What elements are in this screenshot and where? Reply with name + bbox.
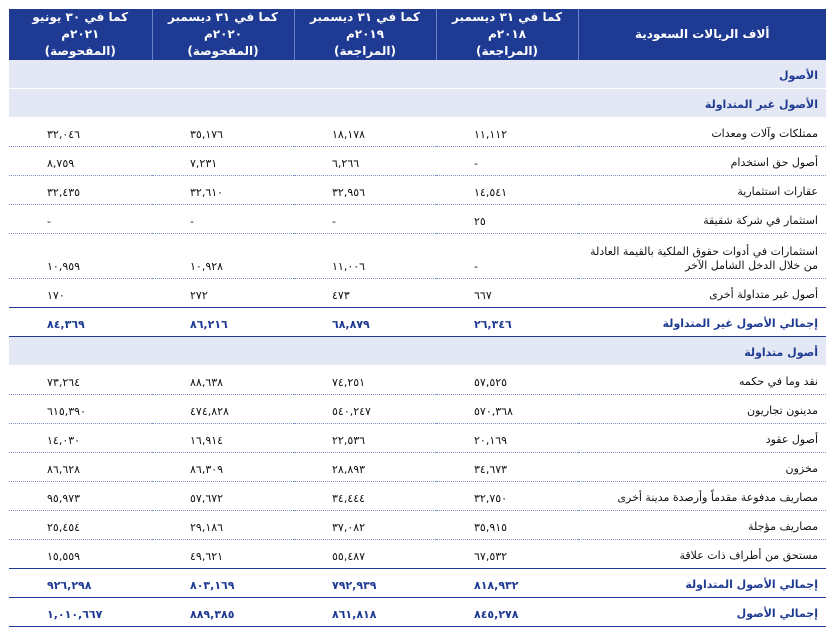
cell-value: ٥٧,٦٧٢	[190, 492, 224, 505]
row-value	[9, 118, 152, 147]
empty-cell	[436, 89, 578, 118]
total-row	[9, 569, 826, 598]
row-value	[9, 482, 152, 511]
cell-value: -	[474, 260, 478, 273]
row-value	[152, 540, 294, 569]
row-value	[152, 482, 294, 511]
row-value	[294, 366, 436, 395]
cell-value: ٢٩,١٨٦	[190, 521, 224, 534]
row-label: الأصول غير المتداولة	[578, 89, 826, 118]
cell-value: ٥٥,٤٨٧	[332, 550, 366, 563]
table-header-row	[9, 9, 826, 60]
cell-value: ٨٤,٣٦٩	[47, 318, 85, 331]
section-row	[9, 60, 826, 89]
row-value	[9, 569, 152, 598]
cell-value: ٨٠٣,١٦٩	[190, 579, 235, 592]
row-value	[9, 540, 152, 569]
cell-value: ٣٤,٤٤٤	[332, 492, 366, 505]
cell-value: ٢٨,٨٩٣	[332, 463, 366, 476]
row-value	[152, 424, 294, 453]
row-value	[436, 147, 578, 176]
table-row	[9, 147, 826, 176]
row-value	[294, 482, 436, 511]
row-label: استثمارات في أدوات حقوق الملكية بالقيمة العادلة من خلال الدخل الشامل الآخر	[578, 234, 826, 279]
table-row	[9, 482, 826, 511]
row-value	[9, 511, 152, 540]
table-row	[9, 453, 826, 482]
row-value	[152, 598, 294, 627]
row-value	[436, 395, 578, 424]
table-row	[9, 279, 826, 308]
assets-table	[9, 9, 826, 627]
row-label: أصول عقود	[578, 424, 826, 453]
row-label: الأصول	[578, 60, 826, 89]
cell-value: ٣٥,٩١٥	[474, 521, 508, 534]
cell-value: ١٤,٠٣٠	[47, 434, 81, 447]
row-label: إجمالي الأصول غير المتداولة	[578, 308, 826, 337]
row-value	[294, 540, 436, 569]
cell-value: ٢٥,٤٥٤	[47, 521, 81, 534]
empty-cell	[152, 337, 294, 366]
empty-cell	[152, 89, 294, 118]
row-value	[9, 395, 152, 424]
cell-value: ١٤,٥٤١	[474, 186, 508, 199]
cell-value: -	[47, 215, 51, 228]
header-col-2018: كما في ٣١ ديسمبر ٢٠١٨م (المراجعة)	[436, 9, 578, 60]
cell-value: ٣٧,٠٨٢	[332, 521, 366, 534]
row-label: أصول غير متداولة أخرى	[578, 279, 826, 308]
cell-value: ٨٦,٣٠٩	[190, 463, 224, 476]
table-body	[9, 60, 826, 627]
row-value	[152, 308, 294, 337]
row-label: مدينون تجاريون	[578, 395, 826, 424]
row-value	[436, 540, 578, 569]
empty-cell	[294, 337, 436, 366]
cell-value: ٣٢,٤٣٥	[47, 186, 81, 199]
cell-value: ٤٧٤,٨٢٨	[190, 405, 229, 418]
table-row	[9, 540, 826, 569]
cell-value: ٢٦,٣٤٦	[474, 318, 512, 331]
cell-value: ٦٨,٨٧٩	[332, 318, 370, 331]
cell-value: ٩٥,٩٧٣	[47, 492, 81, 505]
cell-value: ٤٩,٦٢١	[190, 550, 224, 563]
cell-value: ٧,٢٣١	[190, 157, 218, 170]
cell-value: ٢٠,١٦٩	[474, 434, 508, 447]
empty-cell	[9, 60, 152, 89]
row-value	[152, 118, 294, 147]
row-label: مستحق من أطراف ذات علاقة	[578, 540, 826, 569]
cell-value: ١٧٠	[47, 289, 65, 302]
row-value	[294, 453, 436, 482]
cell-value: ١٨,١٧٨	[332, 128, 366, 141]
row-value	[9, 279, 152, 308]
cell-value: ٣٤,٦٧٣	[474, 463, 508, 476]
row-value	[294, 147, 436, 176]
header-col-2020: كما في ٣١ ديسمبر ٢٠٢٠م (المفحوصة)	[152, 9, 294, 60]
row-value	[9, 176, 152, 205]
row-value	[294, 569, 436, 598]
table-row	[9, 366, 826, 395]
row-value	[436, 176, 578, 205]
table-row	[9, 176, 826, 205]
header-col-2019: كما في ٣١ ديسمبر ٢٠١٩م (المراجعة)	[294, 9, 436, 60]
row-value	[436, 453, 578, 482]
row-value	[9, 424, 152, 453]
cell-value: ٨٤٥,٢٧٨	[474, 608, 519, 621]
cell-value: ٥٤٠,٢٤٧	[332, 405, 371, 418]
cell-value: ١,٠١٠,٦٦٧	[47, 608, 103, 621]
total-row	[9, 308, 826, 337]
cell-value: ٣٢,٦١٠	[190, 186, 224, 199]
row-value	[152, 147, 294, 176]
table-row	[9, 234, 826, 279]
row-value	[294, 176, 436, 205]
row-value	[152, 453, 294, 482]
cell-value: ٥٧,٥٢٥	[474, 376, 508, 389]
table-row	[9, 511, 826, 540]
cell-value: -	[190, 215, 194, 228]
row-value	[9, 147, 152, 176]
cell-value: ٣٢,٠٤٦	[47, 128, 81, 141]
row-value	[294, 279, 436, 308]
section-row	[9, 89, 826, 118]
cell-value: ٢٧٢	[190, 289, 208, 302]
cell-value: ١٠,٩٥٩	[47, 260, 81, 273]
row-value	[294, 118, 436, 147]
cell-value: ٨١٨,٩٣٢	[474, 579, 519, 592]
empty-cell	[436, 337, 578, 366]
cell-value: -	[332, 215, 336, 228]
cell-value: ١١,٠٠٦	[332, 260, 366, 273]
cell-value: ٣٥,١٧٦	[190, 128, 224, 141]
row-value	[152, 234, 294, 279]
row-value	[294, 511, 436, 540]
row-value	[436, 424, 578, 453]
row-value	[436, 279, 578, 308]
row-value	[152, 395, 294, 424]
row-value	[436, 308, 578, 337]
cell-value: ٧٩٢,٩٣٩	[332, 579, 377, 592]
cell-value: ٣٢,٧٥٠	[474, 492, 508, 505]
cell-value: ١١,١١٢	[474, 128, 508, 141]
row-value	[152, 176, 294, 205]
row-value	[152, 279, 294, 308]
table-row	[9, 395, 826, 424]
cell-value: ٨٨٩,٣٨٥	[190, 608, 235, 621]
row-value	[152, 569, 294, 598]
row-value	[294, 234, 436, 279]
row-value	[9, 366, 152, 395]
row-value	[9, 308, 152, 337]
row-label: مخزون	[578, 453, 826, 482]
cell-value: ٤٧٣	[332, 289, 350, 302]
row-value	[294, 308, 436, 337]
cell-value: -	[474, 157, 478, 170]
row-label: أصول حق استخدام	[578, 147, 826, 176]
empty-cell	[9, 89, 152, 118]
row-value	[294, 598, 436, 627]
cell-value: ٢٥	[474, 215, 486, 228]
table-row	[9, 118, 826, 147]
row-value	[436, 482, 578, 511]
row-value	[294, 424, 436, 453]
cell-value: ٨٦١,٨١٨	[332, 608, 377, 621]
row-label: عقارات استثمارية	[578, 176, 826, 205]
row-value	[152, 205, 294, 234]
empty-cell	[294, 89, 436, 118]
row-value	[294, 205, 436, 234]
cell-value: ٦٧,٥٣٢	[474, 550, 508, 563]
cell-value: ٥٧٠,٣٦٨	[474, 405, 513, 418]
row-label: أصول متداولة	[578, 337, 826, 366]
row-value	[9, 234, 152, 279]
cell-value: ٨٨,٦٣٨	[190, 376, 224, 389]
row-value	[436, 511, 578, 540]
cell-value: ٩٢٦,٢٩٨	[47, 579, 92, 592]
row-value	[9, 205, 152, 234]
row-value	[436, 205, 578, 234]
cell-value: ٧٣,٢٦٤	[47, 376, 81, 389]
cell-value: ٨٦,٢١٦	[190, 318, 228, 331]
row-value	[152, 511, 294, 540]
cell-value: ٦١٥,٣٩٠	[47, 405, 86, 418]
empty-cell	[9, 337, 152, 366]
row-label: إجمالي الأصول المتداولة	[578, 569, 826, 598]
row-value	[294, 395, 436, 424]
row-value	[436, 569, 578, 598]
header-col-2021: كما في ٣٠ يونيو ٢٠٢١م (المفحوصة)	[9, 9, 152, 60]
total-row	[9, 598, 826, 627]
cell-value: ٣٢,٩٥٦	[332, 186, 366, 199]
row-label: مصاريف مؤجلة	[578, 511, 826, 540]
empty-cell	[152, 60, 294, 89]
row-value	[436, 366, 578, 395]
row-value	[436, 598, 578, 627]
cell-value: ٦,٢٦٦	[332, 157, 360, 170]
empty-cell	[436, 60, 578, 89]
cell-value: ٢٢,٥٣٦	[332, 434, 366, 447]
cell-value: ١٥,٥٥٩	[47, 550, 81, 563]
row-label: إجمالي الأصول	[578, 598, 826, 627]
row-value	[152, 366, 294, 395]
section-row	[9, 337, 826, 366]
cell-value: ٧٤,٢٥١	[332, 376, 366, 389]
row-label: استثمار في شركة شقيقة	[578, 205, 826, 234]
table-row	[9, 205, 826, 234]
table-row	[9, 424, 826, 453]
row-label: مصاريف مدفوعة مقدماً وأرصدة مدينة أخرى	[578, 482, 826, 511]
cell-value: ١٠,٩٢٨	[190, 260, 224, 273]
row-value	[9, 453, 152, 482]
row-label: ممتلكات وآلات ومعدات	[578, 118, 826, 147]
row-value	[436, 234, 578, 279]
cell-value: ١٦,٩١٤	[190, 434, 224, 447]
cell-value: ٨٦,٦٢٨	[47, 463, 81, 476]
cell-value: ٨,٧٥٩	[47, 157, 75, 170]
row-label: نقد وما في حكمه	[578, 366, 826, 395]
row-value	[436, 118, 578, 147]
header-label: ألاف الريالات السعودية	[578, 9, 826, 60]
cell-value: ٦٦٧	[474, 289, 492, 302]
empty-cell	[294, 60, 436, 89]
row-value	[9, 598, 152, 627]
